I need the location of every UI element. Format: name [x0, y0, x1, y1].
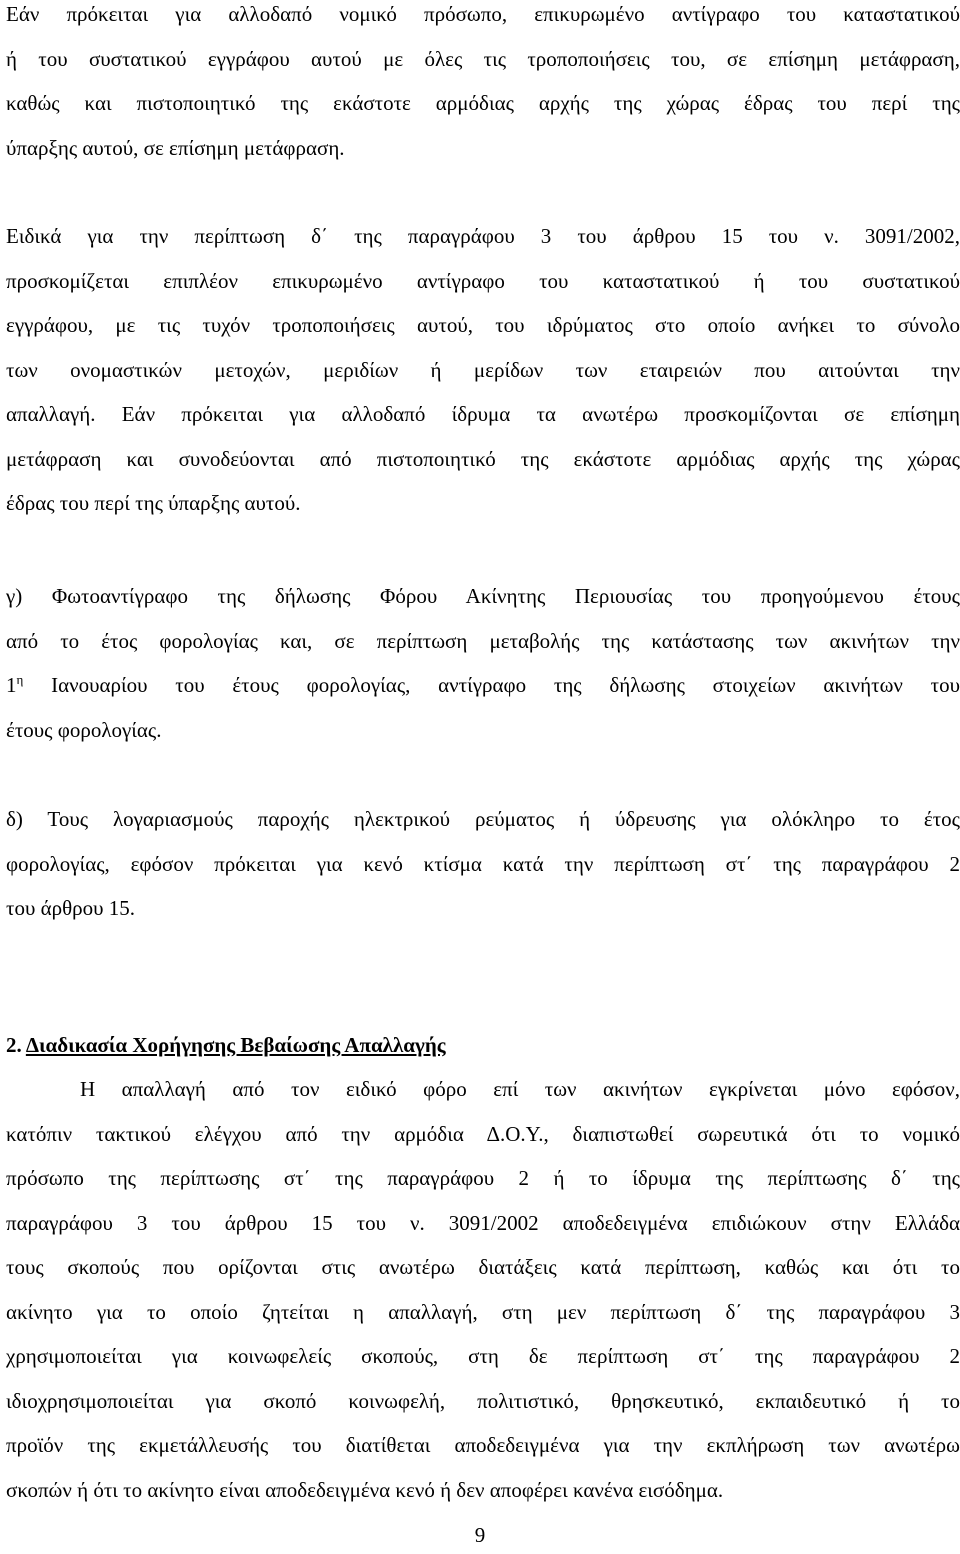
text-line: του άρθρου 15. [6, 896, 136, 920]
text-line: μετάφραση και συνοδεύονται από πιστοποιητικό της εκάστοτε αρμόδιας αρχής της χώρας [6, 446, 960, 471]
text-line: Εάν πρόκειται για αλλοδαπό νομικό πρόσωπο, επικυρωμένο αντίγραφο του καταστατικού [6, 2, 960, 26]
text-line: των ονομαστικών μετοχών, μεριδίων ή μερίδων των εταιρειών που αιτούνται την [6, 357, 960, 382]
text-line: ακίνητο για το οποίο ζητείται η απαλλαγή, στη μεν περίπτωση δ΄ της παραγράφου 3 [6, 1299, 960, 1324]
paragraph-special-case-d [6, 214, 960, 526]
text-line: χρησιμοποιείται για κοινωφελείς σκοπούς, στη δε περίπτωση στ΄ της παραγράφου 2 [6, 1344, 960, 1368]
text-line: ή του συστατικού εγγράφου αυτού με όλες τις τροποποιήσεις του, σε επίσημη μετάφραση, [6, 46, 960, 71]
ordinal-number: 1 [6, 673, 17, 697]
text-line: φορολογίας, εφόσον πρόκειται για κενό κτίσμα κατά την περίπτωση στ΄ της παραγράφου 2 [6, 851, 960, 876]
text-line: γ) Φωτοαντίγραφο της δήλωσης Φόρου Ακίνητης Περιουσίας του προηγούμενου έτους [6, 584, 960, 608]
text-line: προσκομίζεται επιπλέον επικυρωμένο αντίγραφο του καταστατικού ή του συστατικού [6, 268, 960, 293]
text-line: από το έτος φορολογίας και, σε περίπτωση μεταβολής της κατάστασης των ακινήτων την [6, 628, 960, 653]
paragraph-procedure [6, 1067, 960, 1512]
page-number: 9 [474, 1523, 486, 1547]
text-line: δ) Τους λογαριασμούς παροχής ηλεκτρικού ρεύματος ή ύδρευσης για ολόκληρο το έτος [6, 807, 960, 831]
text-line: σκοπών ή ότι το ακίνητο είναι αποδεδειγμένα κενό ή δεν αποφέρει κανένα εισόδημα. [6, 1477, 724, 1502]
text-line: απαλλαγή. Εάν πρόκειται για αλλοδαπό ίδρυμα τα ανωτέρω προσκομίζονται σε επίσημη [6, 402, 960, 426]
text-line: Ειδικά για την περίπτωση δ΄ της παραγράφου 3 του άρθρου 15 του ν. 3091/2002, [6, 224, 960, 248]
ordinal-superscript: η [16, 672, 24, 687]
text-line: ύπαρξης αυτού, σε επίσημη μετάφραση. [6, 135, 345, 160]
text-line: παραγράφου 3 του άρθρου 15 του ν. 3091/2002 αποδεδειγμένα επιδιώκουν στην Ελλάδα [6, 1210, 960, 1235]
text-line: Η απαλλαγή από τον ειδικό φόρο επί των ακινήτων εγκρίνεται μόνο εφόσον, [80, 1077, 960, 1101]
paragraph-item-c [6, 574, 960, 752]
text-line [6, 663, 960, 708]
text-line: εγγράφου, με τις τυχόν τροποποιήσεις αυτού, του ιδρύματος στο οποίο ανήκει το σύνολο [6, 313, 960, 337]
section-number: 2. [6, 1033, 26, 1057]
section-title: Διαδικασία Χορήγησης Βεβαίωσης Απαλλαγής [25, 1033, 446, 1057]
paragraph-item-d [6, 797, 960, 931]
section-heading [6, 1023, 446, 1068]
text-line: προϊόν της εκμετάλλευσής του διατίθεται αποδεδειγμένα για την εκπλήρωση των ανωτέρω [6, 1433, 960, 1457]
text-line: κατόπιν τακτικού ελέγχου από την αρμόδια Δ.Ο.Υ., διαπιστωθεί σωρευτικά ότι το νομικό [6, 1121, 960, 1146]
text-line: έδρας του περί της ύπαρξης αυτού. [6, 491, 301, 515]
text-line: έτους φορολογίας. [6, 717, 162, 742]
paragraph-foreign-legal-entity [6, 0, 960, 170]
text-line: ιδιοχρησιμοποιείται για σκοπό κοινωφελή, πολιτιστικό, θρησκευτικό, εκπαιδευτικό ή το [6, 1388, 960, 1413]
text-line: τους σκοπούς που ορίζονται στις ανωτέρω διατάξεις κατά περίπτωση, καθώς και ότι το [6, 1255, 960, 1279]
text-line-rest: Ιανουαρίου του έτους φορολογίας, αντίγραφο της δήλωσης στοιχείων ακινήτων του [23, 673, 960, 697]
text-line: καθώς και πιστοποιητικό της εκάστοτε αρμόδιας αρχής της χώρας έδρας του περί της [6, 91, 960, 115]
text-line: πρόσωπο της περίπτωσης στ΄ της παραγράφου 2 ή το ίδρυμα της περίπτωσης δ΄ της [6, 1166, 960, 1190]
